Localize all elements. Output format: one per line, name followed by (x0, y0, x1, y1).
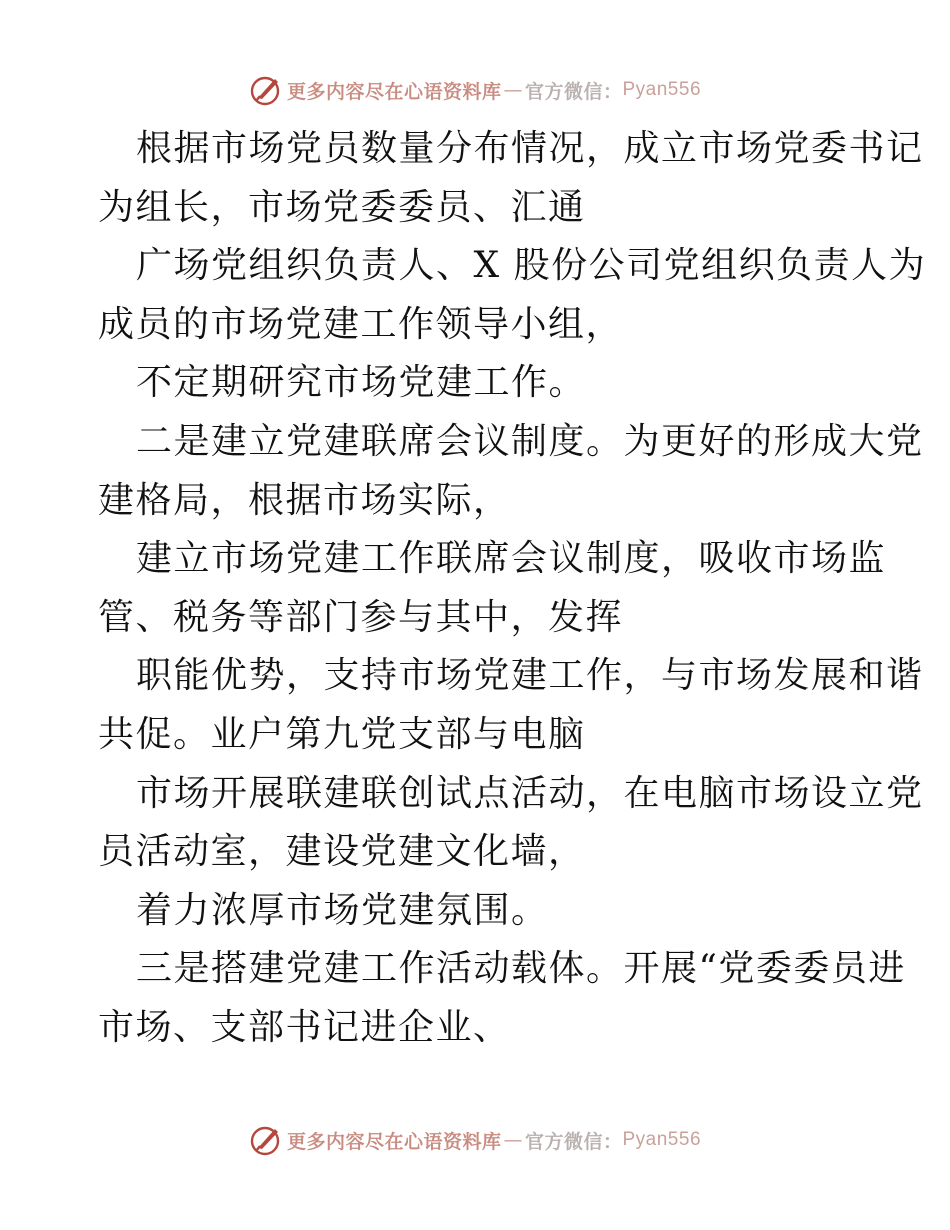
text-line: 市场、支部书记进企业、 (98, 1006, 511, 1048)
text-line: 广场党组织负责人、X 股份公司党组织负责人为 (136, 245, 927, 287)
watermark-label: 官方微信： (524, 80, 623, 103)
text-line: 三是搭建党建工作活动载体。开展“党委委员进 (136, 948, 906, 990)
text-line: 不定期研究市场党建工作。 (136, 362, 587, 404)
text-line: 共促。业户第九党支部与电脑 (98, 713, 586, 755)
text-line: 二是建立党建联席会议制度。为更好的形成大党 (136, 420, 924, 462)
text-line: 建格局，根据市场实际， (98, 479, 511, 521)
footer-watermark (0, 1120, 950, 1160)
watermark-id: Pyan556 (622, 1129, 702, 1150)
text-line: 管、税务等部门参与其中，发挥 (98, 596, 624, 638)
header-watermark (0, 70, 950, 110)
text-line: 职能优势，支持市场党建工作，与市场发展和谐 (136, 655, 924, 697)
feather-pen-logo-icon (249, 73, 283, 107)
text-line: 建立市场党建工作联席会议制度，吸收市场监 (136, 538, 887, 580)
watermark-label: 官方微信： (524, 1130, 623, 1153)
text-line: 市场开展联建联创试点活动，在电脑市场设立党 (136, 772, 924, 814)
watermark-id: Pyan556 (622, 79, 702, 100)
text-line: 根据市场党员数量分布情况，成立市场党委书记 (136, 128, 924, 169)
watermark-site-name: 更多内容尽在心语资料库 (286, 80, 502, 103)
text-line: 着力浓厚市场党建氛围。 (136, 889, 549, 931)
watermark-dash: — (503, 1129, 523, 1151)
watermark-dash: — (503, 79, 523, 101)
text-line: 员活动室，建设党建文化墙， (98, 831, 586, 873)
feather-pen-logo-icon (249, 1123, 283, 1157)
text-line: 成员的市场党建工作领导小组， (98, 303, 624, 345)
document-body (98, 120, 927, 1058)
watermark-site-name: 更多内容尽在心语资料库 (286, 1130, 502, 1153)
text-line: 为组长，市场党委委员、汇通 (98, 186, 586, 228)
